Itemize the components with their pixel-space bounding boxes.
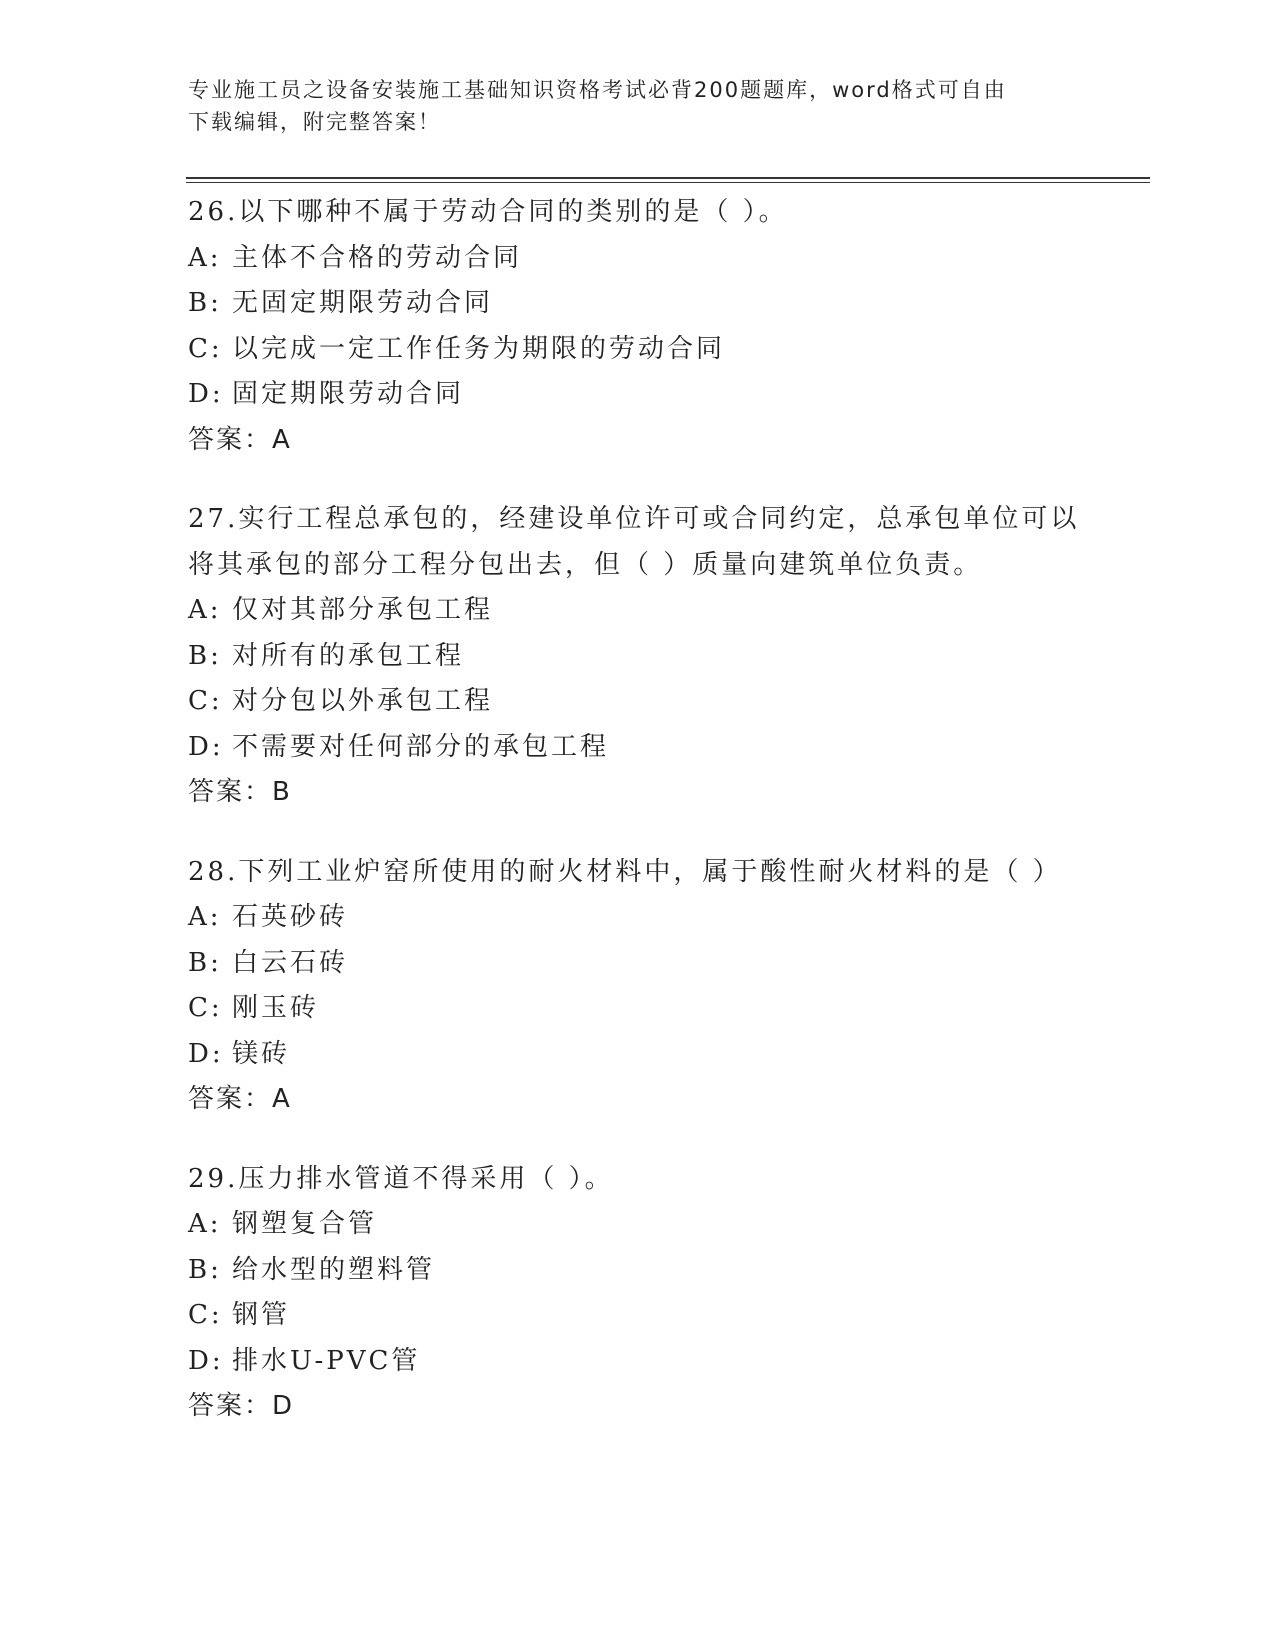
option-text: 无固定期限劳动合同	[232, 288, 494, 318]
option-text: 给水型的塑料管	[232, 1254, 436, 1285]
option-letter: D:	[188, 1038, 224, 1069]
header-divider-thick	[186, 177, 1150, 179]
option-letter: D:	[188, 1345, 224, 1376]
header-line-1: 专业施工员之设备安装施工基础知识资格考试必背200题题库，word格式可自由	[188, 78, 1007, 102]
header-line-2: 下载编辑，附完整答案！	[188, 110, 441, 134]
option-text: 镁砖	[232, 1038, 291, 1069]
option-a	[188, 588, 1088, 634]
option-letter: A:	[188, 595, 222, 625]
option-letter: B:	[188, 1254, 222, 1285]
option-letter: D:	[188, 731, 224, 762]
option-b	[188, 941, 1088, 987]
option-letter: C:	[188, 333, 223, 364]
option-letter: A:	[188, 1209, 222, 1239]
answer-line: 答案：A	[188, 424, 292, 455]
question-stem: 29.压力排水管道不得采用（ ）。	[188, 1163, 614, 1194]
option-text: 排水U-PVC管	[232, 1345, 421, 1376]
document-header	[188, 74, 1068, 138]
header-divider-thin	[186, 182, 1150, 183]
option-text: 仅对其部分承包工程	[232, 595, 494, 625]
question-stem: 27.实行工程总承包的，经建设单位许可或合同约定，总承包单位可以	[188, 504, 1080, 534]
option-letter: C:	[188, 686, 223, 716]
option-letter: B:	[188, 640, 222, 671]
question-29	[188, 1157, 1088, 1430]
option-a	[188, 236, 1088, 282]
option-b	[188, 1248, 1088, 1294]
option-b	[188, 281, 1088, 327]
option-text: 钢管	[232, 1300, 291, 1330]
option-a	[188, 895, 1088, 941]
question-28	[188, 850, 1088, 1123]
option-letter: B:	[188, 947, 222, 978]
option-d	[188, 1032, 1088, 1078]
question-stem-continued: 将其承包的部分工程分包出去，但（ ）质量向建筑单位负责。	[188, 549, 983, 580]
option-letter: A:	[188, 902, 222, 932]
question-list	[188, 190, 1088, 1464]
option-text: 白云石砖	[232, 947, 349, 978]
option-d	[188, 1339, 1088, 1385]
option-c	[188, 679, 1088, 725]
option-text: 石英砂砖	[232, 902, 349, 932]
option-b	[188, 634, 1088, 680]
question-27	[188, 497, 1088, 816]
question-stem: 26.以下哪种不属于劳动合同的类别的是（ ）。	[188, 197, 788, 227]
option-text: 对所有的承包工程	[232, 640, 465, 671]
option-text: 钢塑复合管	[232, 1209, 378, 1239]
option-d	[188, 372, 1088, 418]
option-a	[188, 1202, 1088, 1248]
answer-line: 答案：A	[188, 1084, 292, 1114]
option-letter: A:	[188, 242, 222, 273]
option-letter: B:	[188, 288, 222, 318]
option-text: 不需要对任何部分的承包工程	[232, 731, 610, 762]
question-stem: 28.下列工业炉窑所使用的耐火材料中，属于酸性耐火材料的是（ ）	[188, 856, 1062, 887]
option-d	[188, 725, 1088, 771]
option-letter: D:	[188, 379, 224, 409]
option-c	[188, 327, 1088, 373]
option-c	[188, 986, 1088, 1032]
option-text: 主体不合格的劳动合同	[232, 242, 523, 273]
option-text: 固定期限劳动合同	[232, 379, 465, 409]
option-text: 刚玉砖	[232, 993, 320, 1023]
option-letter: C:	[188, 993, 223, 1023]
answer-line: 答案：D	[188, 1391, 295, 1421]
option-letter: C:	[188, 1300, 223, 1330]
option-c	[188, 1293, 1088, 1339]
option-text: 对分包以外承包工程	[232, 686, 494, 716]
option-text: 以完成一定工作任务为期限的劳动合同	[232, 333, 726, 364]
question-26	[188, 190, 1088, 463]
answer-line: 答案：B	[188, 777, 292, 807]
